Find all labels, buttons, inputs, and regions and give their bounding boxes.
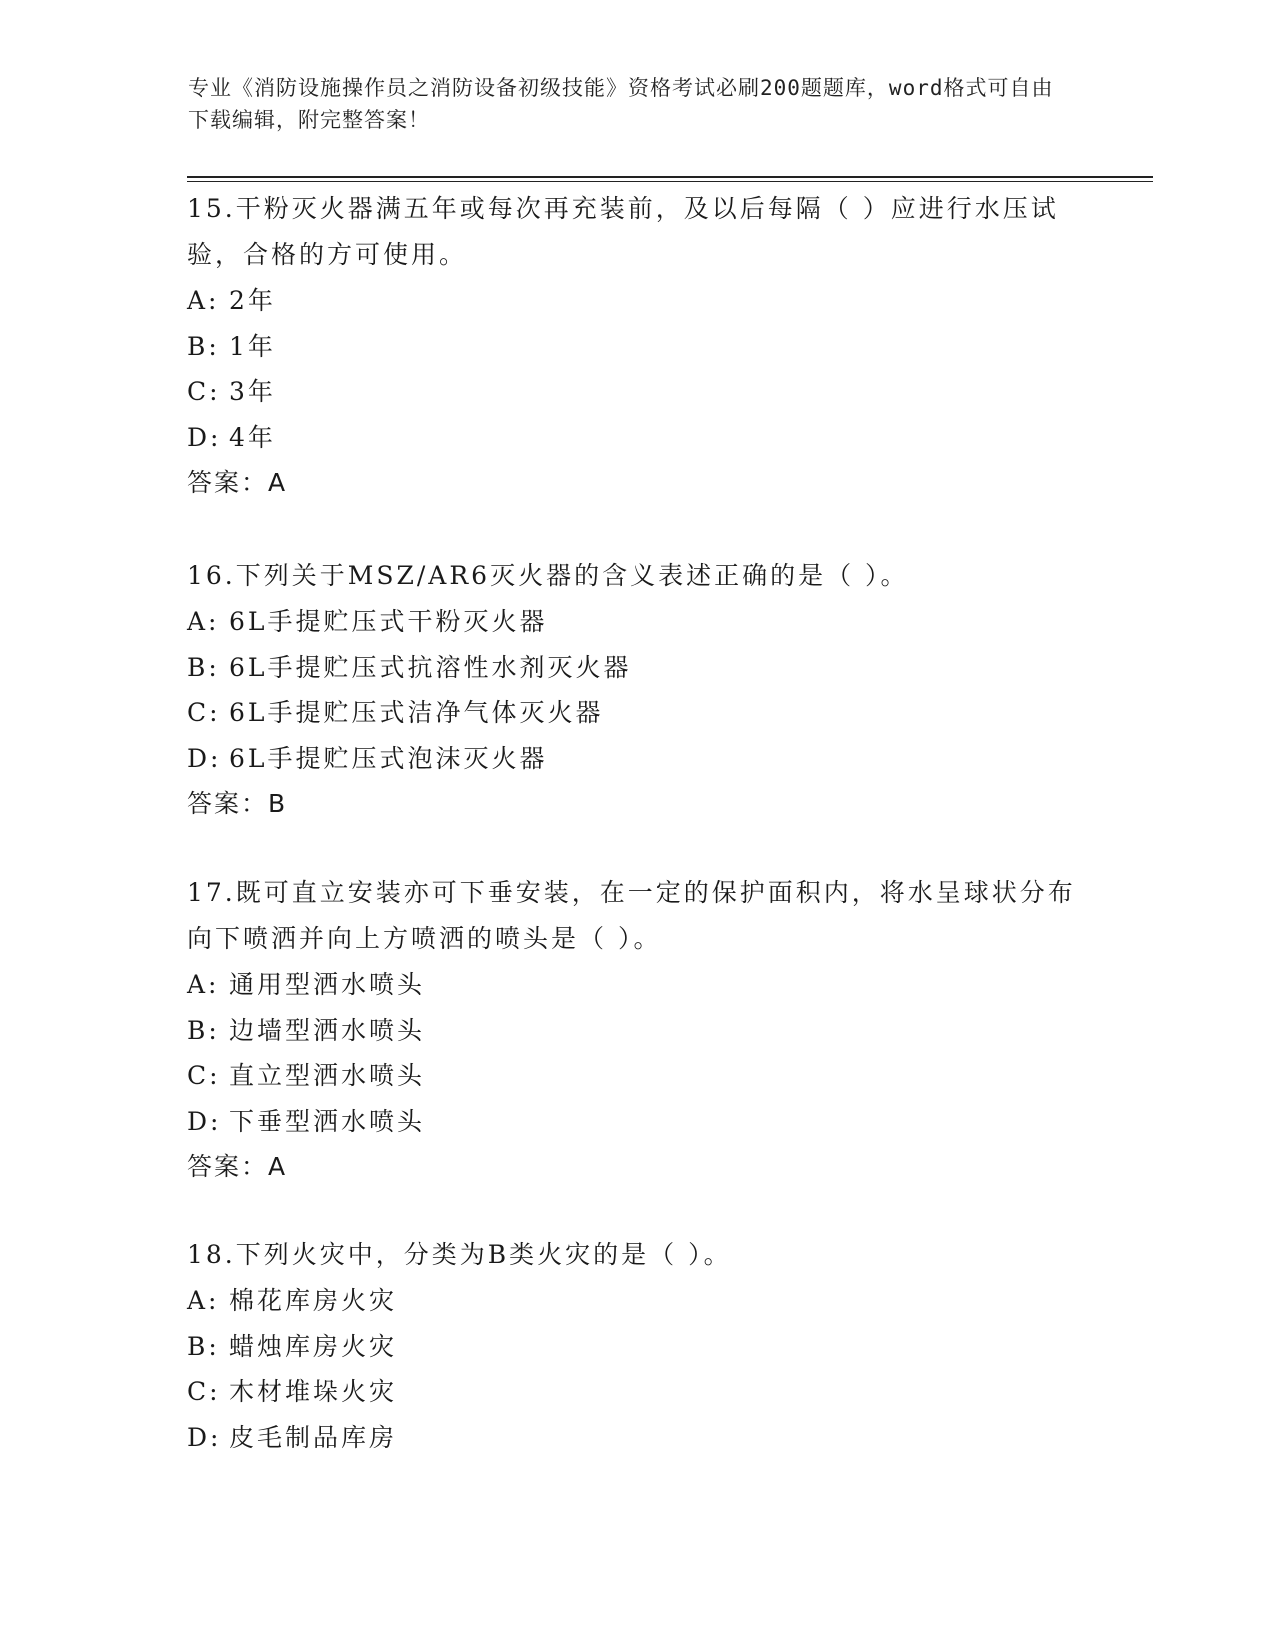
option-text: 6L手提贮压式干粉灭火器 <box>229 607 548 636</box>
answer-value: A <box>268 1152 288 1181</box>
answer-value: B <box>268 789 288 818</box>
option-letter: B: <box>187 652 220 682</box>
option-text: 皮毛制品库房 <box>229 1422 398 1452</box>
option-text: 边墙型洒水喷头 <box>229 1015 426 1045</box>
question-stem: 既可直立安装亦可下垂安装，在一定的保护面积内，将水呈球状分布向下喷洒并向上方喷洒的喷头是（ ）。 <box>187 878 1076 953</box>
question-16 <box>187 553 1087 827</box>
option-b <box>187 1008 1087 1054</box>
option-letter: D: <box>187 743 222 773</box>
option-letter: C: <box>187 1061 221 1090</box>
option-text: 4年 <box>229 422 276 452</box>
option-letter: C: <box>187 1377 221 1406</box>
option-d <box>187 415 1087 461</box>
option-letter: A: <box>187 607 220 636</box>
option-letter: C: <box>187 698 221 727</box>
option-text: 蜡烛库房火灾 <box>229 1331 398 1361</box>
question-stem: 下列关于MSZ/AR6灭火器的含义表述正确的是（ ）。 <box>235 561 909 590</box>
header-divider-thin <box>187 181 1153 182</box>
option-text: 6L手提贮压式抗溶性水剂灭火器 <box>229 652 632 682</box>
question-text <box>187 870 1087 962</box>
option-letter: B: <box>187 331 220 361</box>
option-text: 6L手提贮压式泡沫灭火器 <box>229 743 548 773</box>
option-text: 1年 <box>229 331 276 361</box>
answer-line <box>187 1144 1087 1190</box>
option-text: 3年 <box>229 377 276 406</box>
answer-line <box>187 781 1087 827</box>
option-text: 木材堆垛火灾 <box>229 1377 398 1406</box>
option-letter: C: <box>187 377 221 406</box>
option-letter: B: <box>187 1331 220 1361</box>
question-17 <box>187 870 1087 1190</box>
option-text: 棉花库房火灾 <box>229 1286 398 1315</box>
answer-label: 答案： <box>187 468 269 497</box>
question-stem: 干粉灭火器满五年或每次再充装前，及以后每隔（ ）应进行水压试验，合格的方可使用。 <box>187 194 1059 269</box>
question-15 <box>187 186 1087 506</box>
option-letter: A: <box>187 970 220 999</box>
option-b <box>187 1324 1087 1370</box>
option-b <box>187 645 1087 691</box>
option-letter: D: <box>187 1106 222 1136</box>
option-text: 6L手提贮压式洁净气体灭火器 <box>229 698 604 727</box>
question-text <box>187 1232 1087 1278</box>
option-letter: A: <box>187 286 220 315</box>
question-18 <box>187 1232 1087 1460</box>
option-d <box>187 736 1087 782</box>
option-text: 通用型洒水喷头 <box>229 970 426 999</box>
document-header: 专业《消防设施操作员之消防设备初级技能》资格考试必刷200题题库，word格式可自由下载编辑，附完整答案！ <box>188 76 1054 132</box>
option-letter: D: <box>187 1422 222 1452</box>
option-a <box>187 599 1087 645</box>
header-divider-thick <box>187 176 1153 178</box>
option-c <box>187 690 1087 736</box>
option-c <box>187 1369 1087 1415</box>
option-d <box>187 1415 1087 1461</box>
question-number: 15. <box>187 194 236 223</box>
question-stem: 下列火灾中，分类为B类火灾的是（ ）。 <box>235 1240 732 1269</box>
question-text <box>187 186 1087 278</box>
answer-label: 答案： <box>187 1152 269 1181</box>
option-letter: D: <box>187 422 222 452</box>
option-text: 直立型洒水喷头 <box>229 1061 426 1090</box>
option-c <box>187 369 1087 415</box>
question-number: 17. <box>187 878 236 907</box>
option-text: 2年 <box>229 286 276 315</box>
answer-value: A <box>268 468 288 497</box>
question-number: 18. <box>187 1240 236 1269</box>
option-c <box>187 1053 1087 1099</box>
option-letter: B: <box>187 1015 220 1045</box>
answer-label: 答案： <box>187 789 269 818</box>
option-letter: A: <box>187 1286 220 1315</box>
question-number: 16. <box>187 561 236 590</box>
option-d <box>187 1099 1087 1145</box>
option-a <box>187 962 1087 1008</box>
answer-line <box>187 460 1087 506</box>
option-text: 下垂型洒水喷头 <box>229 1106 426 1136</box>
option-a <box>187 1278 1087 1324</box>
question-text <box>187 553 1087 599</box>
option-a <box>187 278 1087 324</box>
option-b <box>187 324 1087 370</box>
